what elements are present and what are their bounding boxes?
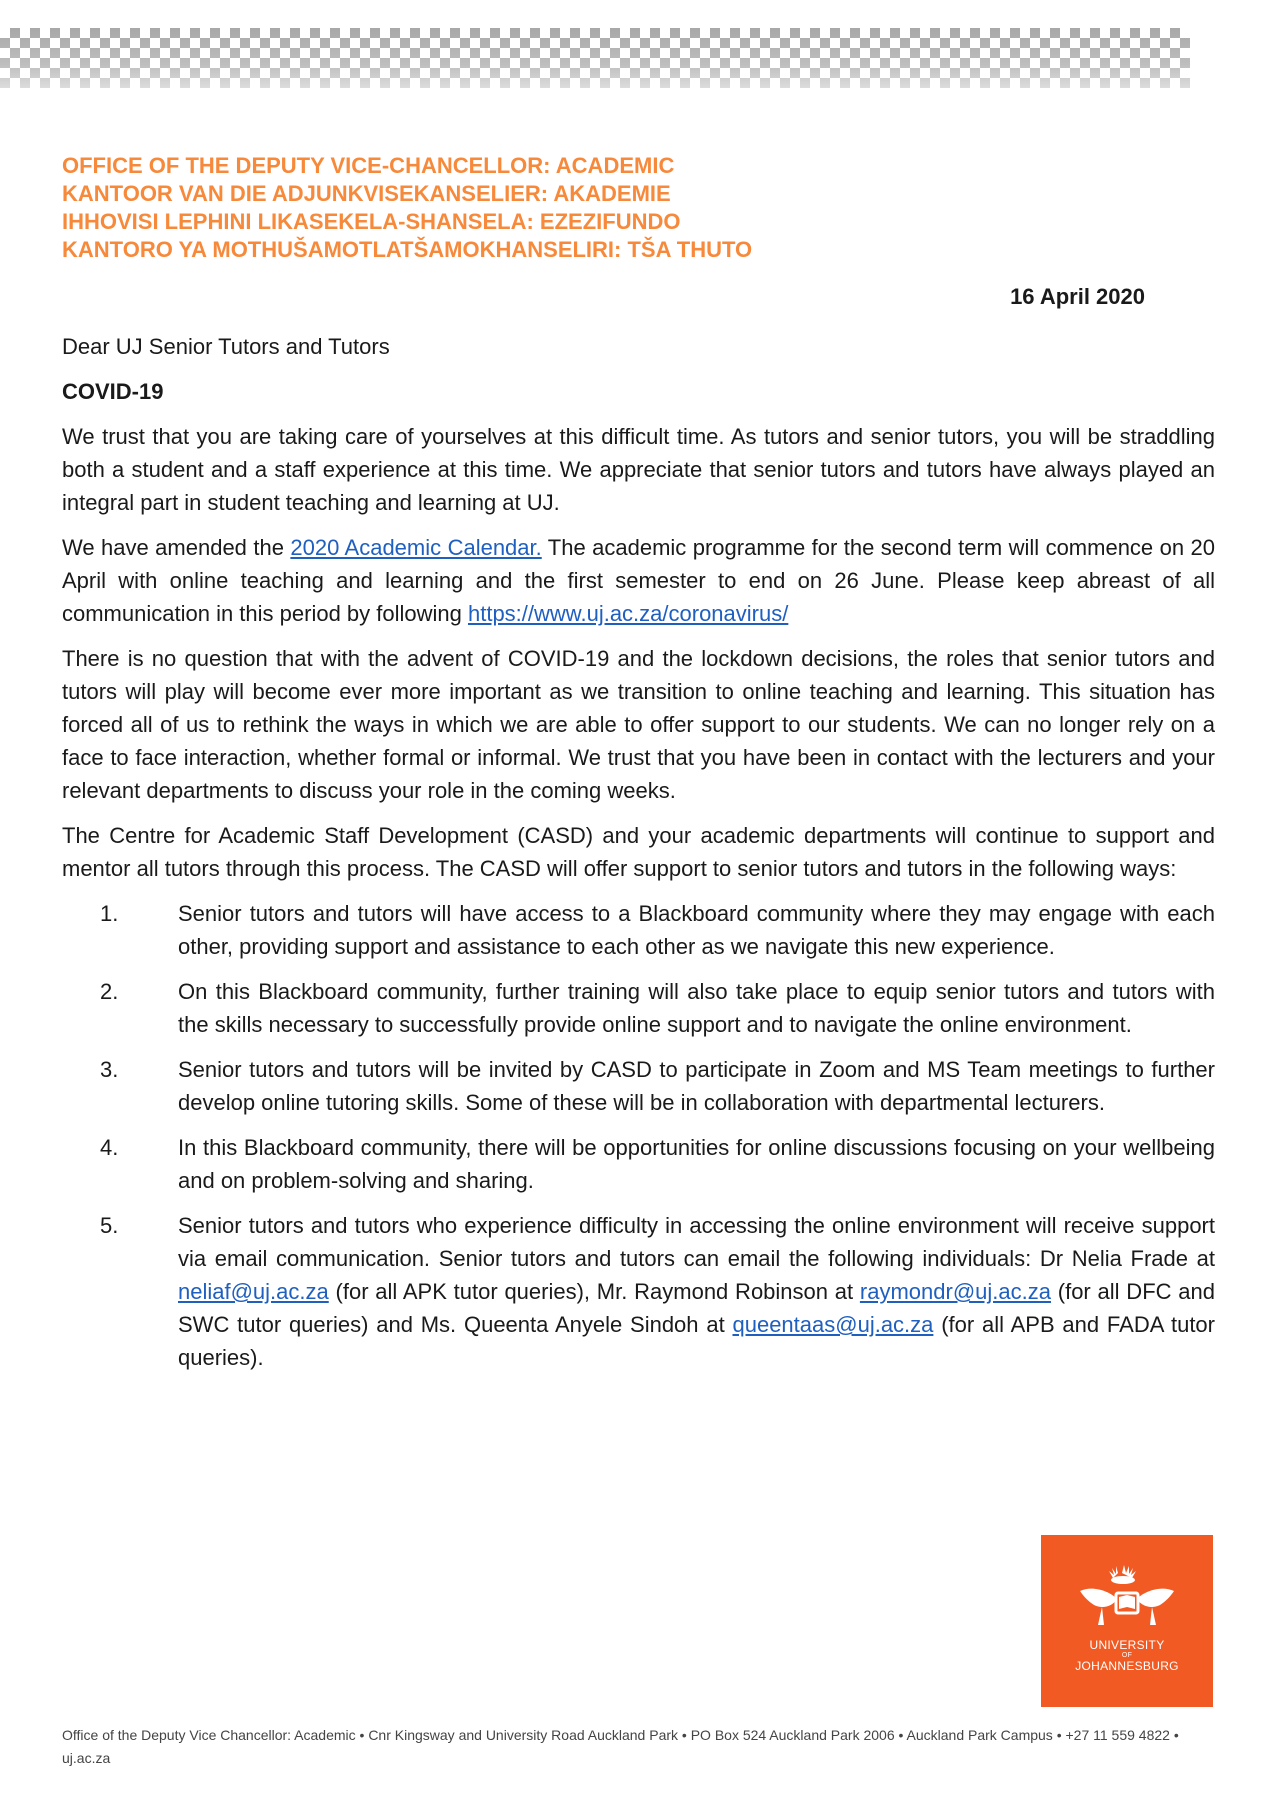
list-item [62,975,1215,1041]
paragraph-2-intro: We have amended the [62,535,291,560]
list-item-text [178,1209,1215,1374]
letter-date: 16 April 2020 [1010,284,1145,309]
list-item-number: 3. [100,1057,119,1082]
paragraph-1: We trust that you are taking care of yourselves at this difficult time. As tutors and senior tutors, you will be straddling both a student and a staff experience at this time. We appreciate that senior tutors and tutors have always played an integral part in student teaching and learning at UJ. [62,424,1215,515]
list-item [62,1053,1215,1119]
item5-text-d: (for all APB and FADA tutor queries). [178,1312,1215,1370]
header-pattern-fade [0,28,1190,88]
logo-line-of: OF [1121,1652,1133,1659]
logo-line-university: UNIVERSITY [1089,1638,1165,1652]
letter-body [62,330,1215,1386]
paragraph-2 [62,531,1215,630]
office-heading [62,152,752,264]
office-line-sepedi: KANTORO YA MOTHUŠAMOTLATŠAMOKHANSELIRI: TŠA THUTO [62,237,753,262]
item5-text-b: (for all APK tutor queries), Mr. Raymond Robinson at [328,1279,860,1304]
email-link-queentaas[interactable]: queentaas@uj.ac.za [732,1312,934,1337]
university-logo [1041,1535,1213,1707]
list-item-text: Senior tutors and tutors will be invited by CASD to participate in Zoom and MS Team meetings to further develop online tutoring skills. Some of these will be in collaboration with departmental lecturers. [178,1057,1215,1115]
email-link-raymondr[interactable]: raymondr@uj.ac.za [859,1279,1051,1304]
list-item-number: 4. [100,1135,119,1160]
office-line-zulu: IHHOVISI LEPHINI LIKASEKELA-SHANSELA: EZEZIFUNDO [62,209,681,234]
list-item-number: 5. [100,1213,119,1238]
list-item-number: 2. [100,979,119,1004]
item5-text-a: Senior tutors and tutors who experience difficulty in accessing the online environment will receive support via email communication. Senior tutors and tutors can email the following individuals: Dr Nelia Frade at [178,1213,1215,1271]
paragraph-2-body: The academic programme for the second term will commence on 20 April with online teaching and learning and the first semester to end on 26 June. Please keep abreast of all communication in this period by following [62,535,1215,626]
university-crest-icon [1072,1563,1182,1633]
paragraph-4: The Centre for Academic Staff Development (CASD) and your academic departments will continue to support and mentor all tutors through this process. The CASD will offer support to senior tutors and tutors in the following ways: [62,823,1215,881]
item5-text-c: (for all DFC and SWC tutor queries) and Ms. Queenta Anyele Sindoh at [178,1279,1215,1337]
subject-heading: COVID-19 [62,379,164,404]
list-item [62,1131,1215,1197]
support-list [62,897,1215,1374]
footer-address: Office of the Deputy Vice Chancellor: Academic • Cnr Kingsway and University Road Auckland Park • PO Box 524 Auckland Park 2006 • Auckland Park Campus • +27 11 559 4822 • uj.ac.za [62,1727,1179,1766]
coronavirus-page-link[interactable]: https://www.uj.ac.za/coronavirus/ [467,601,789,626]
list-item-text: In this Blackboard community, there will be opportunities for online discussions focusing on your wellbeing and on problem-solving and sharing. [178,1135,1215,1193]
logo-wordmark [1041,1639,1213,1673]
paragraph-3: There is no question that with the advent of COVID-19 and the lockdown decisions, the roles that senior tutors and tutors will play will become ever more important as we transition to online teaching and learning. This situation has forced all of us to rethink the ways in which we are able to offer support to our students. We can no longer rely on a face to face interaction, whether formal or informal. We trust that you have been in contact with the lecturers and your relevant departments to discuss your role in the coming weeks. [62,646,1215,803]
list-item-text: Senior tutors and tutors will have access to a Blackboard community where they may engage with each other, providing support and assistance to each other as we navigate this new experience. [178,901,1215,959]
list-item-text: On this Blackboard community, further training will also take place to equip senior tutors and tutors with the skills necessary to successfully provide online support and to navigate the online environment. [178,979,1215,1037]
list-item-number: 1. [100,901,119,926]
academic-calendar-link[interactable]: 2020 Academic Calendar. [290,535,542,560]
logo-line-johannesburg: JOHANNESBURG [1075,1659,1179,1673]
list-item [62,897,1215,963]
email-link-neliaf[interactable]: neliaf@uj.ac.za [178,1279,329,1304]
list-item [62,1209,1215,1374]
salutation: Dear UJ Senior Tutors and Tutors [62,334,390,359]
office-line-afrikaans: KANTOOR VAN DIE ADJUNKVISEKANSELIER: AKADEMIE [62,181,671,206]
office-line-english: OFFICE OF THE DEPUTY VICE-CHANCELLOR: ACADEMIC [62,153,675,178]
